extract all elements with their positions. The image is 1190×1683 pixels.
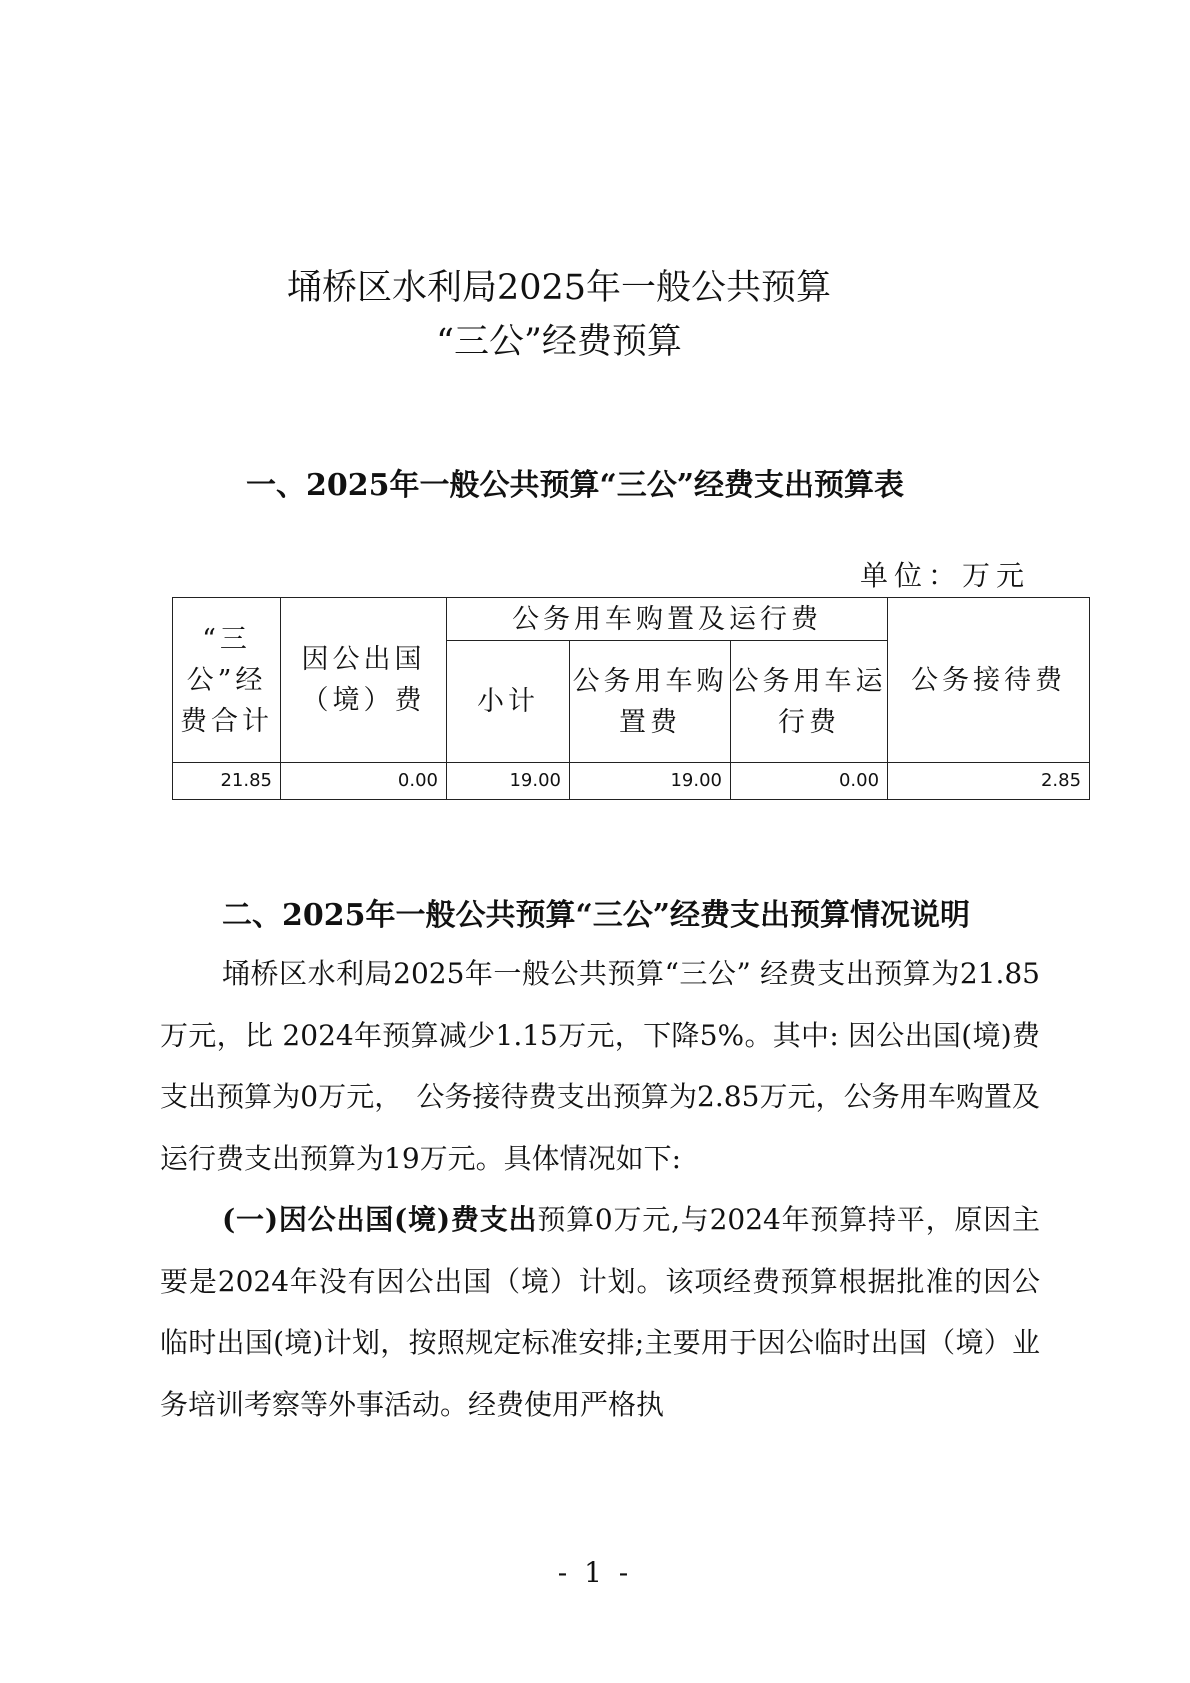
document-title-line-1: 埇桥区水利局2025年一般公共预算 <box>286 268 832 308</box>
explanation-paragraph-2 <box>160 1189 1040 1435</box>
unit-label: 单位：万元 <box>859 559 1030 592</box>
header-vehicle-group: 公务用车购置及运行费 <box>447 598 888 641</box>
table-row <box>173 763 1090 800</box>
page-number: - 1 - <box>557 1556 633 1589</box>
header-vehicle-operation: 公务用车运行费 <box>731 641 888 763</box>
explanation-body <box>160 943 1040 1435</box>
section-2-heading: 二、2025年一般公共预算“三公”经费支出预算情况说明 <box>222 898 971 933</box>
value-abroad: 0.00 <box>281 763 447 800</box>
value-vehicle-purchase: 19.00 <box>570 763 731 800</box>
table-header-row-1 <box>173 598 1090 641</box>
value-total: 21.85 <box>173 763 281 800</box>
section-1-heading: 一、2025年一般公共预算“三公”经费支出预算表 <box>246 468 905 503</box>
explanation-paragraph-1: 埇桥区水利局2025年一般公共预算“三公” 经费支出预算为21.85万元，比 2024年预算减少1.15万元，下降5%。其中: 因公出国(境)费支出预算为0万元， 公务接待费支出预算为2.85万元，公务用车购置及运行费支出预算为19万元。具体情况如下: <box>160 957 1040 1175</box>
value-reception: 2.85 <box>888 763 1090 800</box>
header-vehicle-purchase: 公务用车购置费 <box>570 641 731 763</box>
header-vehicle-subtotal: 小计 <box>447 641 570 763</box>
document-title-line-2: “三公”经费预算 <box>436 322 682 362</box>
budget-table <box>172 597 1090 800</box>
paragraph-2-lead: (一)因公出国(境)费支出 <box>222 1203 538 1236</box>
header-reception: 公务接待费 <box>888 598 1090 763</box>
paragraph-2-text: 预算0万元,与2024年预算持平，原因主要是2024年没有因公出国（境）计划。该项经费预算根据批准的因公临时出国(境)计划，按照规定标准安排;主要用于因公临时出国（境）业务培训考察等外事活动。经费使用严格执 <box>160 1203 1040 1421</box>
header-total: “三公”经费合计 <box>173 598 281 763</box>
value-vehicle-subtotal: 19.00 <box>447 763 570 800</box>
value-vehicle-operation: 0.00 <box>731 763 888 800</box>
header-abroad: 因公出国（境）费 <box>281 598 447 763</box>
